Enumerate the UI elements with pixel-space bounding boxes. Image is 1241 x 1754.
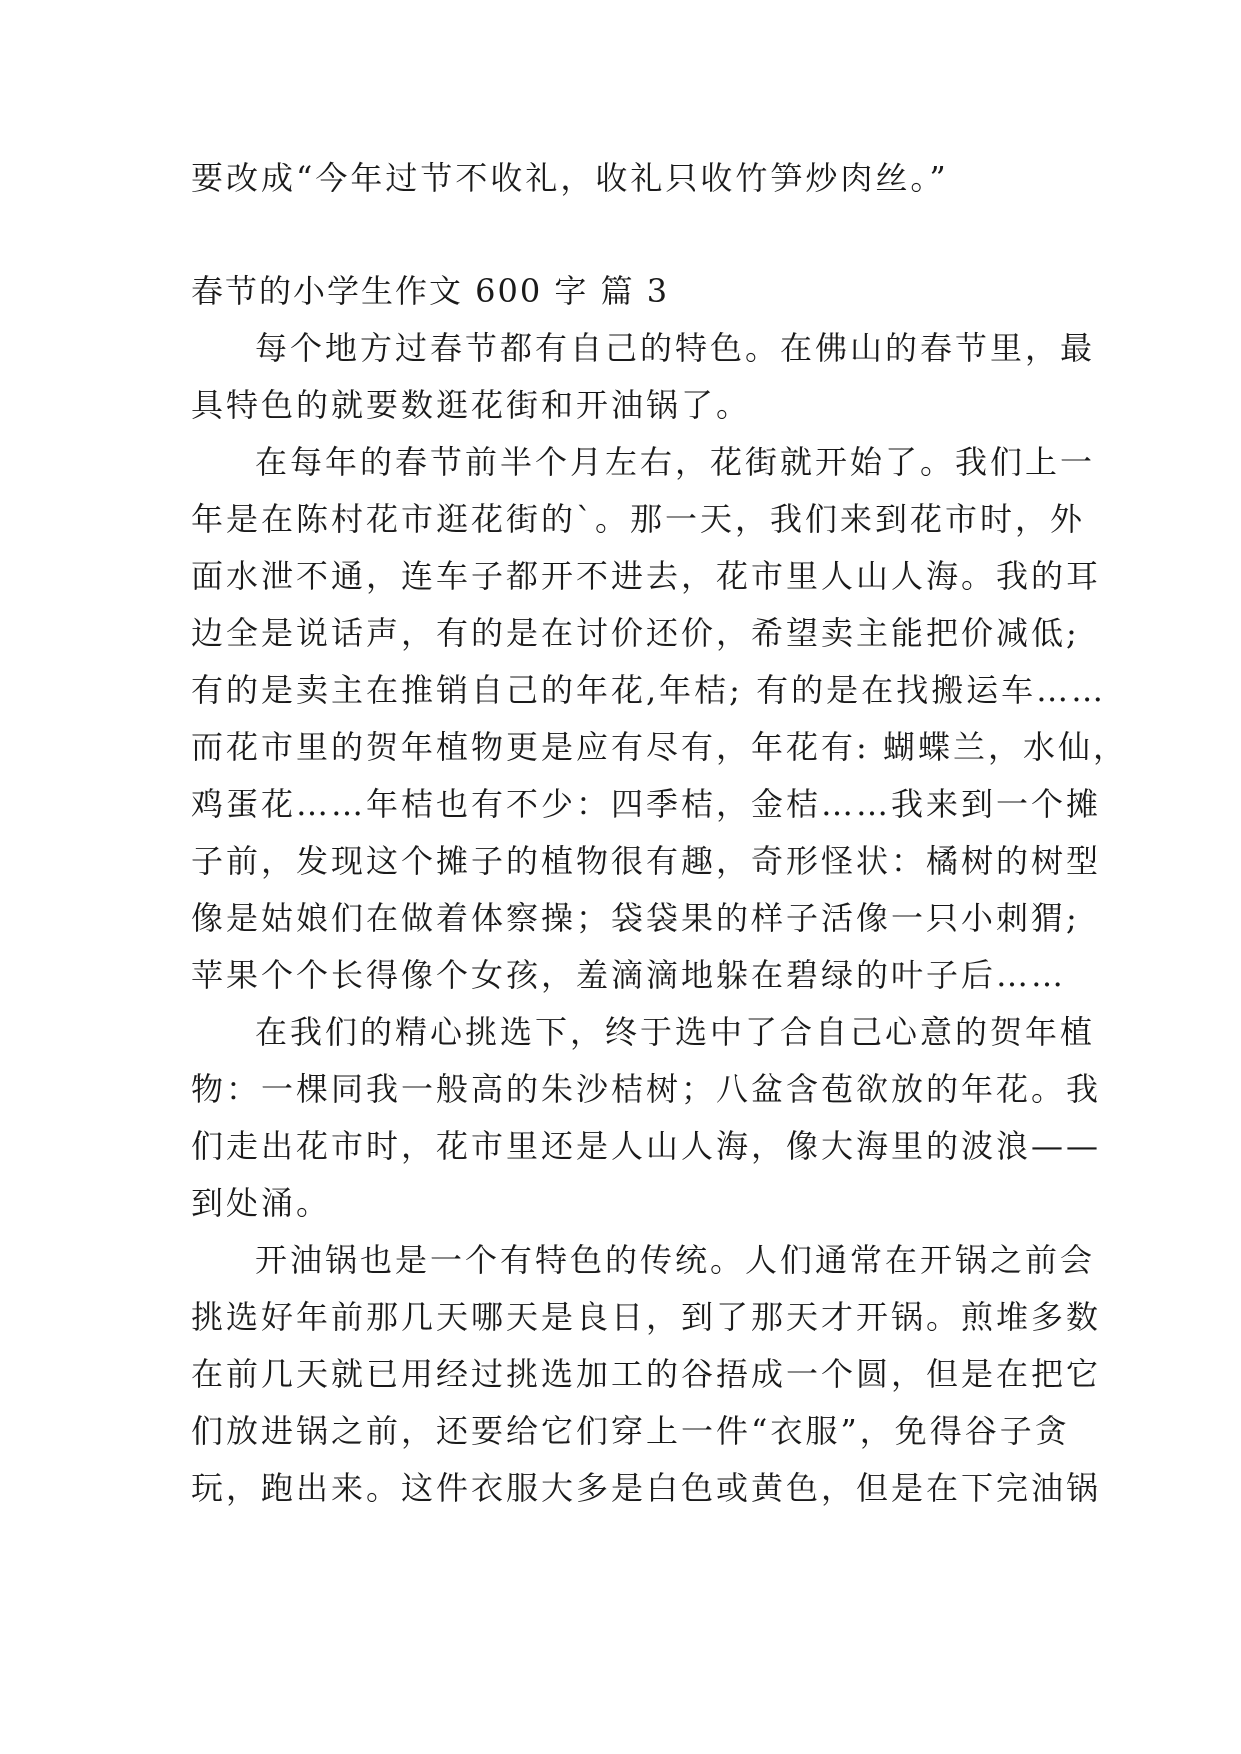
paragraph-line: 在我们的精心挑选下，终于选中了合自己心意的贺年植 [255,1013,1096,1051]
paragraph-line: 们放进锅之前，还要给它们穿上一件“衣服”，免得谷子贪 [191,1412,1070,1450]
paragraph-line: 而花市里的贺年植物更是应有尽有，年花有: 蝴蝶兰，水仙， [191,728,1128,766]
paragraph-4 [191,1232,1102,1517]
paragraph-line: 开油锅也是一个有特色的传统。人们通常在开锅之前会 [255,1241,1096,1279]
paragraph-3 [191,1004,1102,1232]
paragraph-line: 鸡蛋花……年桔也有不少：四季桔，金桔……我来到一个摊 [191,785,1102,823]
paragraph-1 [191,320,1096,434]
paragraph-line: 们走出花市时，花市里还是人山人海，像大海里的波浪—— [191,1127,1102,1165]
paragraph-line: 苹果个个长得像个女孩，羞滴滴地躲在碧绿的叶子后…… [191,956,1067,994]
paragraph-line: 边全是说话声，有的是在讨价还价，希望卖主能把价减低; [191,614,1080,652]
paragraph-line: 每个地方过春节都有自己的特色。在佛山的春节里，最 [255,329,1096,367]
paragraph-line: 像是姑娘们在做着体察操；袋袋果的样子活像一只小刺猬; [191,899,1080,937]
paragraph-line: 面水泄不通，连车子都开不进去，花市里人山人海。我的耳 [191,557,1102,595]
paragraph-line: 到处涌。 [191,1184,332,1222]
paragraph-line: 在每年的春节前半个月左右，花街就开始了。我们上一 [255,443,1096,481]
paragraph-line: 物：一棵同我一般高的朱沙桔树；八盆含苞欲放的年花。我 [191,1070,1102,1108]
document-page [191,150,1128,1517]
paragraph-line: 在前几天就已用经过挑选加工的谷捂成一个圆，但是在把它 [191,1355,1102,1393]
paragraph-2 [191,434,1128,1004]
paragraph-line: 挑选好年前那几天哪天是良日，到了那天才开锅。煎堆多数 [191,1298,1102,1336]
paragraph-line: 玩，跑出来。这件衣服大多是白色或黄色，但是在下完油锅 [191,1469,1102,1507]
continuation-line: 要改成“今年过节不收礼，收礼只收竹笋炒肉丝。” [191,159,949,197]
paragraph-line: 具特色的就要数逛花街和开油锅了。 [191,386,752,424]
essay-heading: 春节的小学生作文 600 字 篇 3 [191,272,670,310]
paragraph-line: 子前，发现这个摊子的植物很有趣，奇形怪状：橘树的树型 [191,842,1102,880]
paragraph-line: 年是在陈村花市逛花街的`。那一天，我们来到花市时，外 [191,500,1086,538]
paragraph-line: 有的是卖主在推销自己的年花,年桔; 有的是在找搬运车…… [191,671,1107,709]
